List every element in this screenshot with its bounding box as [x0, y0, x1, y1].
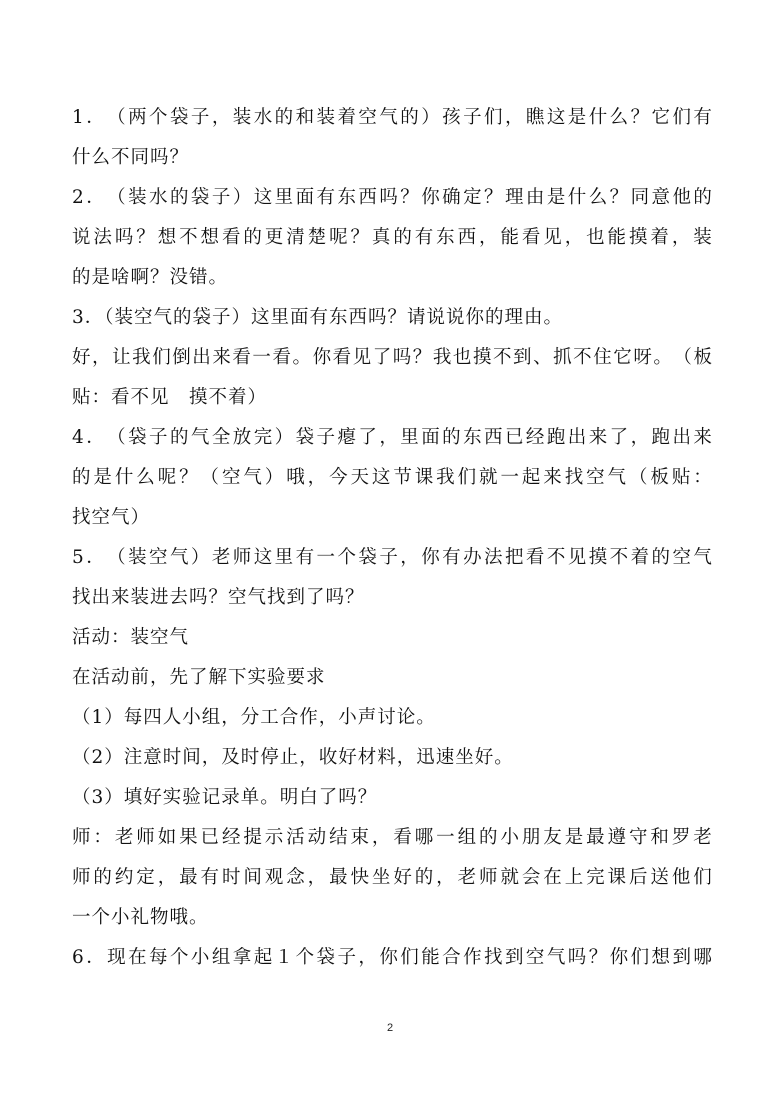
text-line: （2）注意时间，及时停止，收好材料，迅速坐好。: [72, 747, 514, 768]
page-number: 2: [386, 1022, 394, 1034]
text-line: 6 ． 现 在 每 个 小 组 拿 起 １ 个 袋 子 ， 你 们 能 合 作 找 到 空 气 吗 ？ 你 们 想 到 哪: [72, 947, 712, 968]
text-line: 师 ： 老 师 如 果 已 经 提 示 活 动 结 束 ， 看 哪 一 组 的 小 朋 友 是 最 遵 守 和 罗 老: [72, 827, 712, 848]
text-line: 找出来装进去吗？空气找到了吗？: [72, 587, 365, 608]
text-line: 的 是 什 么 呢 ？ （ 空 气 ） 哦 ， 今 天 这 节 课 我 们 就 一 起 来 找 空 气 （ 板 贴 ：: [72, 467, 712, 488]
text-line: 师 的 约 定 ， 最 有 时 间 观 念 ， 最 快 坐 好 的 ， 老 师 就 会 在 上 完 课 后 送 他 们: [72, 867, 712, 888]
text-line: 贴：看不见 摸不着）: [72, 387, 268, 408]
text-line: 活动：装空气: [72, 627, 190, 648]
text-line: 什么不同吗？: [72, 147, 190, 168]
text-line: 好 ， 让 我 们 倒 出 来 看 一 看 。 你 看 见 了 吗 ？ 我 也 摸 不 到 、 抓 不 住 它 呀 。 （ 板: [72, 347, 712, 368]
text-line: 4 ． （ 袋 子 的 气 全 放 完 ） 袋 子 瘪 了 ， 里 面 的 东 西 已 经 跑 出 来 了 ， 跑 出 来: [72, 427, 712, 448]
text-line: 一个小礼物哦。: [72, 907, 209, 928]
text-line: 在活动前，先了解下实验要求: [72, 667, 326, 688]
text-line: （3）填好实验记录单。明白了吗？: [72, 787, 378, 808]
lesson-text: [72, 98, 712, 978]
text-line: 找空气）: [72, 507, 151, 528]
text-line: 的是啥啊？没错。: [72, 267, 229, 288]
text-line: 说 法 吗 ？ 想 不 想 看 的 更 清 楚 呢 ？ 真 的 有 东 西 ， 能 看 见 ， 也 能 摸 着 ， 装: [72, 227, 712, 248]
text-line: 1 ． （ 两 个 袋 子 ， 装 水 的 和 装 着 空 气 的 ） 孩 子 们 ， 瞧 这 是 什 么 ？ 它 们 有: [72, 107, 712, 128]
text-line: 5 ． （ 装 空 气 ） 老 师 这 里 有 一 个 袋 子 ， 你 有 办 法 把 看 不 见 摸 不 着 的 空 气: [72, 547, 712, 568]
text-line: 2 ． （ 装 水 的 袋 子 ） 这 里 面 有 东 西 吗 ？ 你 确 定 ？ 理 由 是 什 么 ？ 同 意 他 的: [72, 187, 712, 208]
text-line: （1）每四人小组，分工合作，小声讨论。: [72, 707, 436, 728]
text-line: 3．（装空气的袋子）这里面有东西吗？请说说你的理由。: [72, 307, 564, 328]
